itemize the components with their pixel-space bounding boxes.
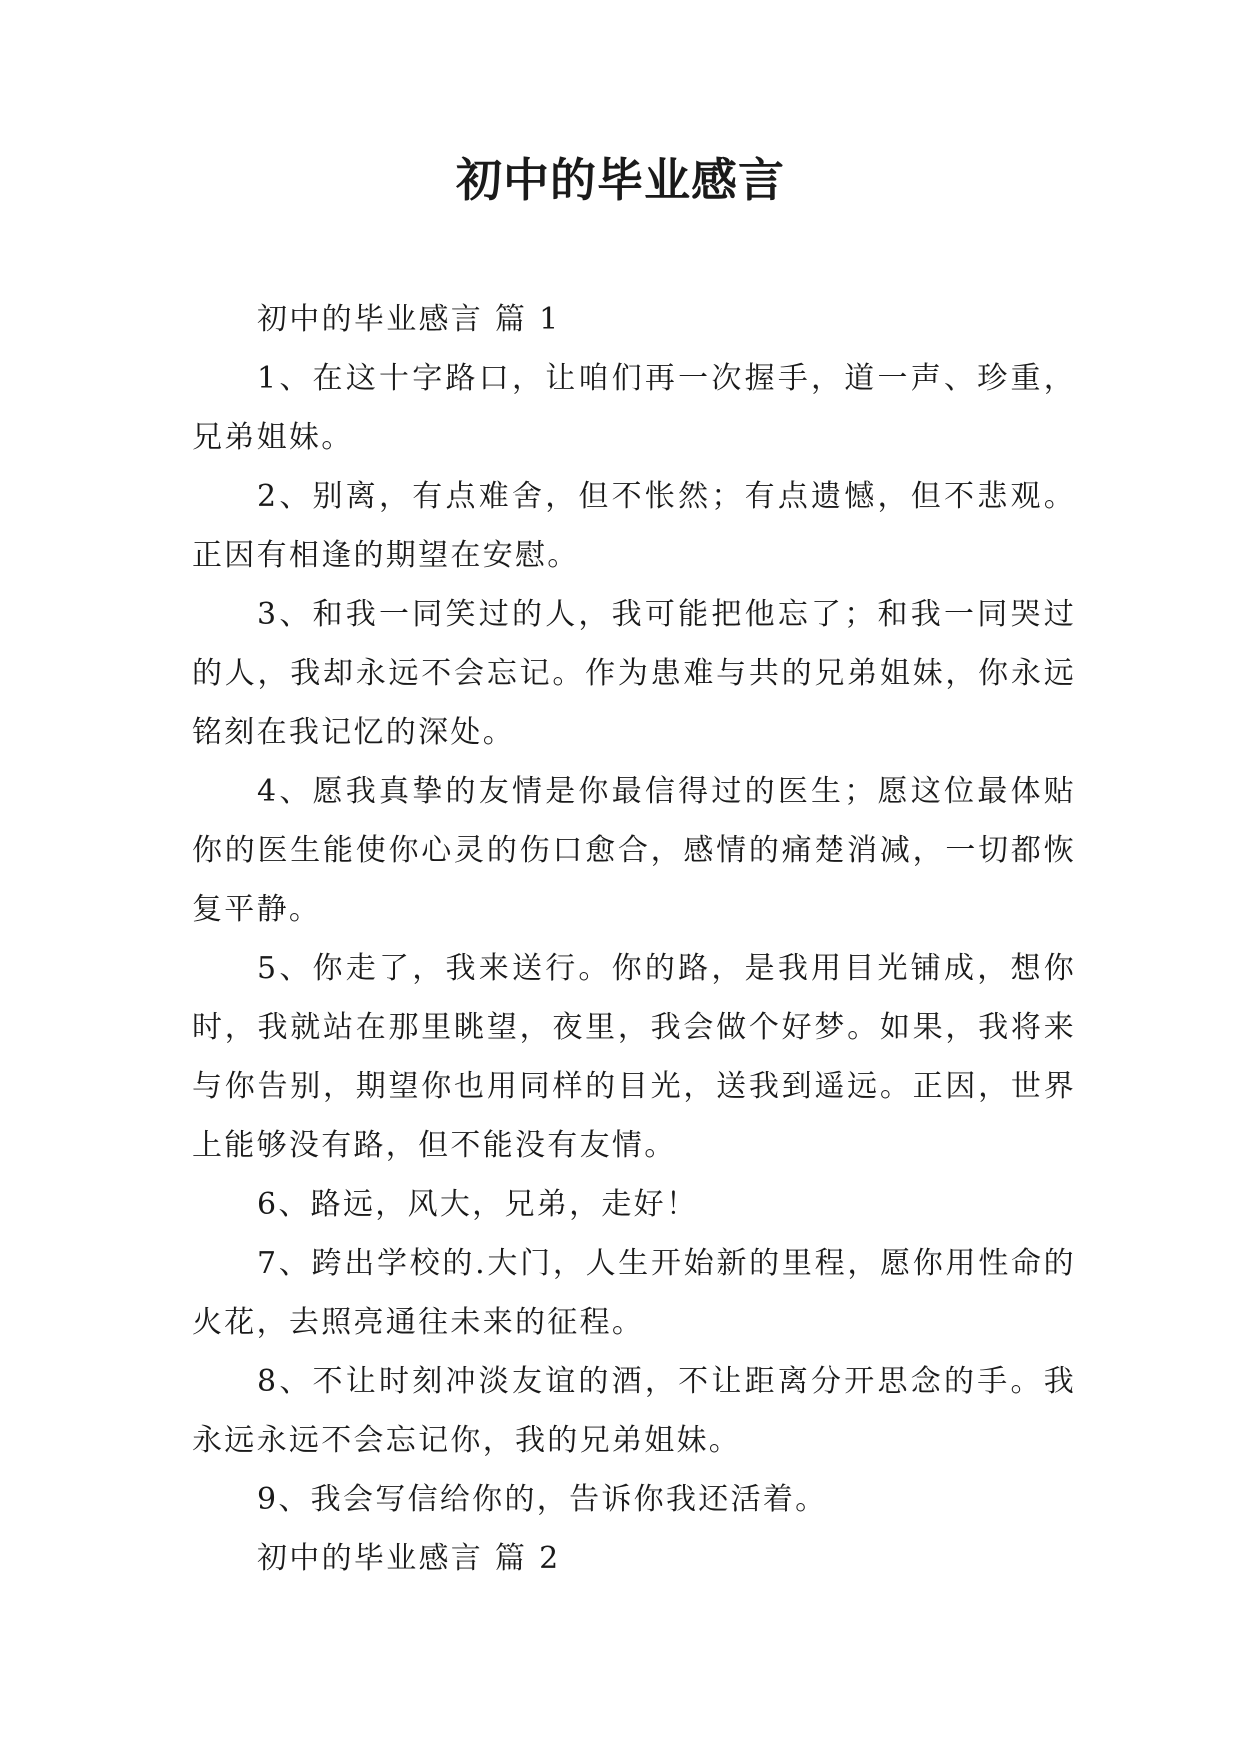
paragraph-7: 7、跨出学校的.大门，人生开始新的里程，愿你用性命的火花，去照亮通往未来的征程。 (192, 1246, 1076, 1340)
paragraph-8: 8、不让时刻冲淡友谊的酒，不让距离分开思念的手。我永远永远不会忘记你，我的兄弟姐妹。 (192, 1364, 1076, 1458)
section-heading-1: 初中的毕业感言 篇 1 (257, 302, 561, 337)
paragraph-3: 3、和我一同笑过的人，我可能把他忘了；和我一同哭过的人，我却永远不会忘记。作为患难与共的兄弟姐妹，你永远铭刻在我记忆的深处。 (192, 597, 1076, 750)
paragraph-6: 6、路远，风大，兄弟，走好！ (257, 1187, 699, 1222)
paragraph-4: 4、愿我真挚的友情是你最信得过的医生；愿这位最体贴你的医生能使你心灵的伤口愈合，感情的痛楚消减，一切都恢复平静。 (192, 774, 1076, 927)
paragraph-9: 9、我会写信给你的，告诉你我还活着。 (257, 1482, 828, 1517)
section-heading-2: 初中的毕业感言 篇 2 (257, 1541, 561, 1576)
document-body (192, 290, 1076, 1588)
paragraph-2: 2、别离，有点难舍，但不怅然；有点遗憾，但不悲观。正因有相逢的期望在安慰。 (192, 479, 1076, 573)
paragraph-1: 1、在这十字路口，让咱们再一次握手，道一声、珍重，兄弟姐妹。 (192, 361, 1076, 455)
document-title: 初中的毕业感言 (456, 153, 785, 207)
paragraph-5: 5、你走了，我来送行。你的路，是我用目光铺成，想你时，我就站在那里眺望，夜里，我会做个好梦。如果，我将来与你告别，期望你也用同样的目光，送我到遥远。正因，世界上能够没有路，但不能没有友情。 (192, 951, 1076, 1163)
